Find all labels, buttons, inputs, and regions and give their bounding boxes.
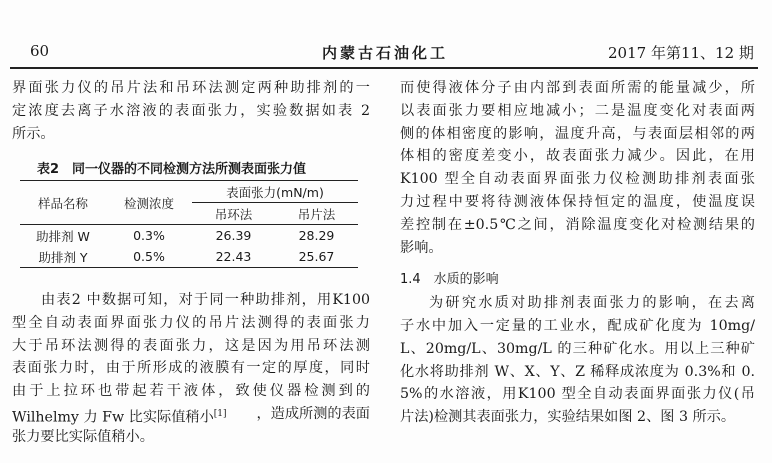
- text-line: 表面张力时，由于所形成的液膜有一定的厚度，同时: [12, 360, 370, 377]
- text-line: 影响。: [400, 239, 443, 256]
- right-column: [400, 77, 755, 429]
- cell-name: 助排剂 W: [36, 228, 90, 244]
- header-plate-method: 吊片法: [275, 203, 358, 225]
- left-column: [12, 77, 370, 145]
- header-rule: [10, 67, 758, 69]
- text-line: 为研究水质对助排剂表面张力的影响，在去离: [429, 295, 755, 312]
- text-line: 子水中加入一定量的工业水，配成矿化度为 10mg/: [400, 317, 755, 334]
- section-heading: 1.4 水质的影响: [400, 272, 499, 288]
- text-line: 由于上拉环也带起若干液体，致使仪器检测到的: [12, 383, 370, 400]
- header-ring-method: 吊环法: [192, 203, 275, 225]
- text-line: 定浓度去离子水溶液的表面张力，实验数据如表 2: [12, 102, 370, 119]
- text-line: 以表面张力要相应地减小；二是温度变化对表面两: [400, 102, 755, 119]
- text-line: K100 型全自动表面界面张力仪检测助排剂表面张: [400, 171, 755, 188]
- text-span: ，造成所测的表面: [256, 405, 370, 422]
- text-line: 界面张力仪的吊片法和吊环法测定两种助排剂的一: [12, 80, 370, 96]
- cell-plate: 25.67: [298, 249, 335, 264]
- header-sample-name: 样品名称: [20, 181, 106, 225]
- right-paragraph-1: [400, 77, 755, 259]
- header-surface-tension: 表面张力(mN/m): [192, 181, 358, 203]
- text-line: [12, 403, 370, 426]
- text-line: 体相的密度差变小，故表面张力减少。因此，在用: [400, 148, 755, 165]
- journal-title: 内蒙古石油化工: [322, 44, 449, 62]
- cell-name: 助排剂 Y: [38, 249, 88, 265]
- cell-plate: 28.29: [298, 228, 335, 243]
- text-line: 型全自动表面界面张力仪的吊片法测得的表面张力: [12, 314, 370, 331]
- text-line: 由表2 中数据可知，对于同一种助排剂，用K100: [41, 292, 370, 308]
- left-paragraph-2: [12, 289, 370, 449]
- data-table: [20, 180, 358, 268]
- header-concentration: 检测浓度: [106, 181, 192, 225]
- text-line: 侧的体相密度的影响，温度升高，与表面层相邻的两: [400, 125, 755, 142]
- cell-conc: 0.3%: [133, 228, 165, 243]
- text-line: 张力要比实际值稍小。: [12, 428, 154, 445]
- left-paragraph-1: [12, 77, 370, 145]
- text-line: 片法)检测其表面张力，实验结果如图 2、图 3 所示。: [400, 409, 736, 426]
- table-caption: 表2 同一仪器的不同检测方法所测表面张力值: [37, 162, 307, 177]
- right-paragraph-2: [400, 292, 755, 429]
- text-line: 力过程中要将待测液体保持恒定的温度，使温度误: [400, 193, 755, 210]
- text-line: 5%的水溶液，用K100 型全自动表面界面张力仪(吊: [400, 386, 755, 403]
- cell-ring: 26.39: [215, 228, 252, 243]
- cell-conc: 0.5%: [133, 249, 165, 264]
- text-line: 而使得液体分子由内部到表面所需的能量减少，所: [400, 80, 755, 96]
- text-line: 大于吊环法测得的表面张力，这是因为用吊环法测: [12, 337, 370, 354]
- text-span: Wilhelmy 力 Fw 比实际值稍小: [12, 409, 214, 426]
- text-line: 差控制在±0.5℃之间，消除温度变化对检测结果的: [400, 216, 755, 233]
- table-row: [20, 246, 358, 268]
- text-line: L、20mg/L、30mg/L 的三种矿化水。用以上三种矿: [400, 340, 755, 357]
- citation: [1]: [213, 408, 227, 419]
- text-line: 化水将助排剂 W、X、Y、Z 稀释成浓度为 0.3%和 0.: [400, 363, 755, 380]
- issue-label: 2017 年第11、12 期: [608, 44, 754, 62]
- text-line: 所示。: [12, 125, 55, 142]
- cell-ring: 22.43: [215, 249, 252, 264]
- page-number: 60: [30, 42, 50, 60]
- table-row: [20, 225, 358, 247]
